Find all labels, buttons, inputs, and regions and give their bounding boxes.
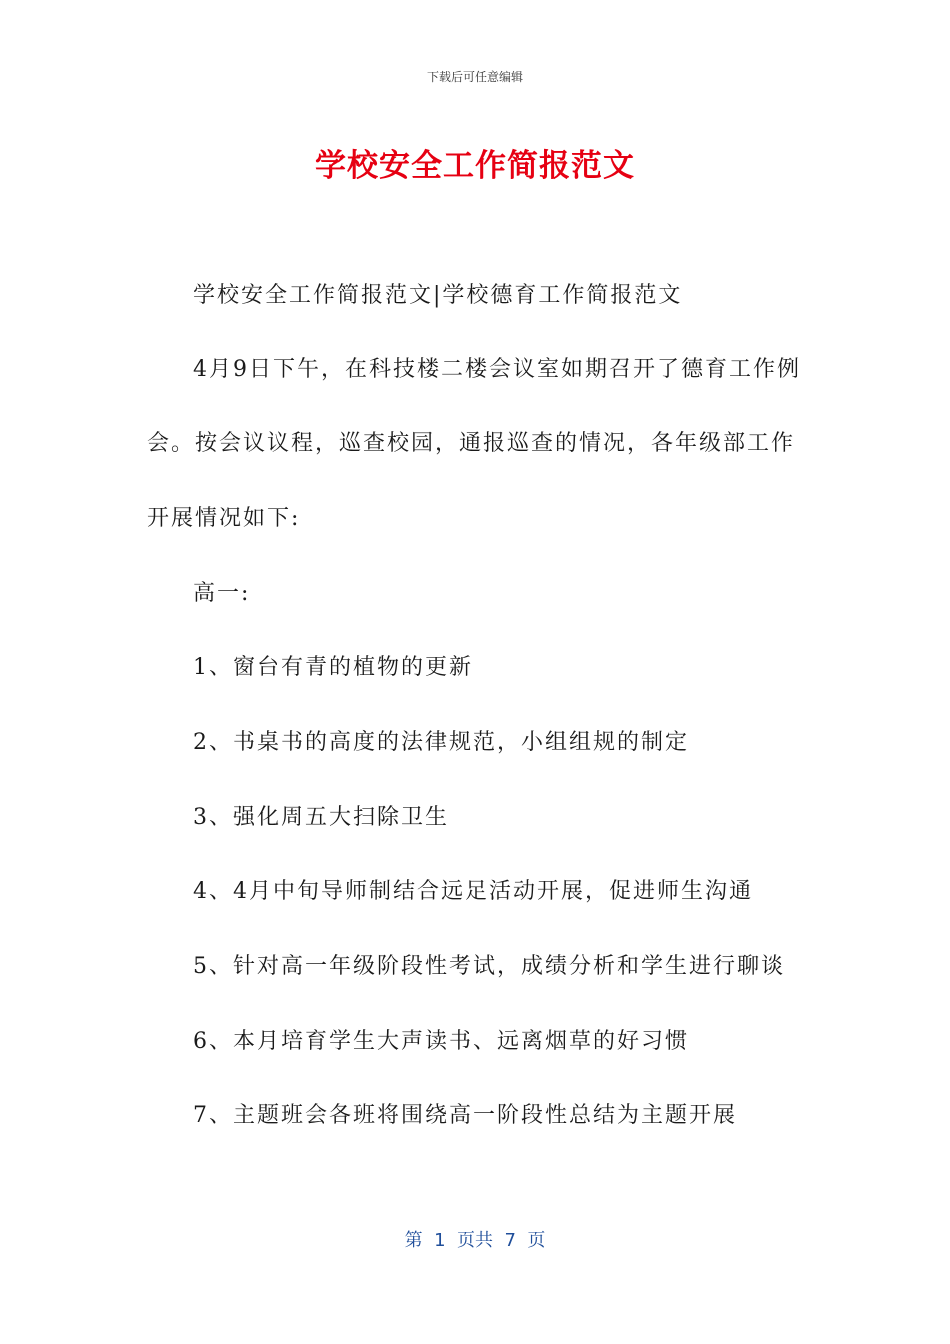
paragraph-line: 4月9日下午，在科技楼二楼会议室如期召开了德育工作例: [193, 357, 801, 382]
section-heading: 高一:: [193, 581, 251, 606]
list-item: 4、4月中旬导师制结合远足活动开展，促进师生沟通: [193, 879, 753, 904]
list-item: 7、主题班会各班将围绕高一阶段性总结为主题开展: [193, 1103, 737, 1128]
list-item: 6、本月培育学生大声读书、远离烟草的好习惯: [193, 1029, 689, 1054]
paragraph-line: 会。按会议议程，巡查校园，通报巡查的情况，各年级部工作: [147, 431, 796, 456]
list-item: 3、强化周五大扫除卫生: [193, 805, 449, 830]
page-number-footer: 第 1 页共 7 页: [404, 1230, 546, 1251]
list-item: 5、针对高一年级阶段性考试，成绩分析和学生进行聊谈: [193, 954, 785, 979]
paragraph-line: 开展情况如下:: [147, 506, 301, 531]
document-title: 学校安全工作简报范文: [315, 148, 635, 184]
paragraph-subtitle: 学校安全工作简报范文|学校德育工作简报范文: [193, 283, 683, 308]
list-item: 2、书桌书的高度的法律规范，小组组规的制定: [193, 730, 689, 755]
header-note: 下载后可任意编辑: [426, 70, 523, 84]
list-item: 1、窗台有青的植物的更新: [193, 655, 473, 680]
